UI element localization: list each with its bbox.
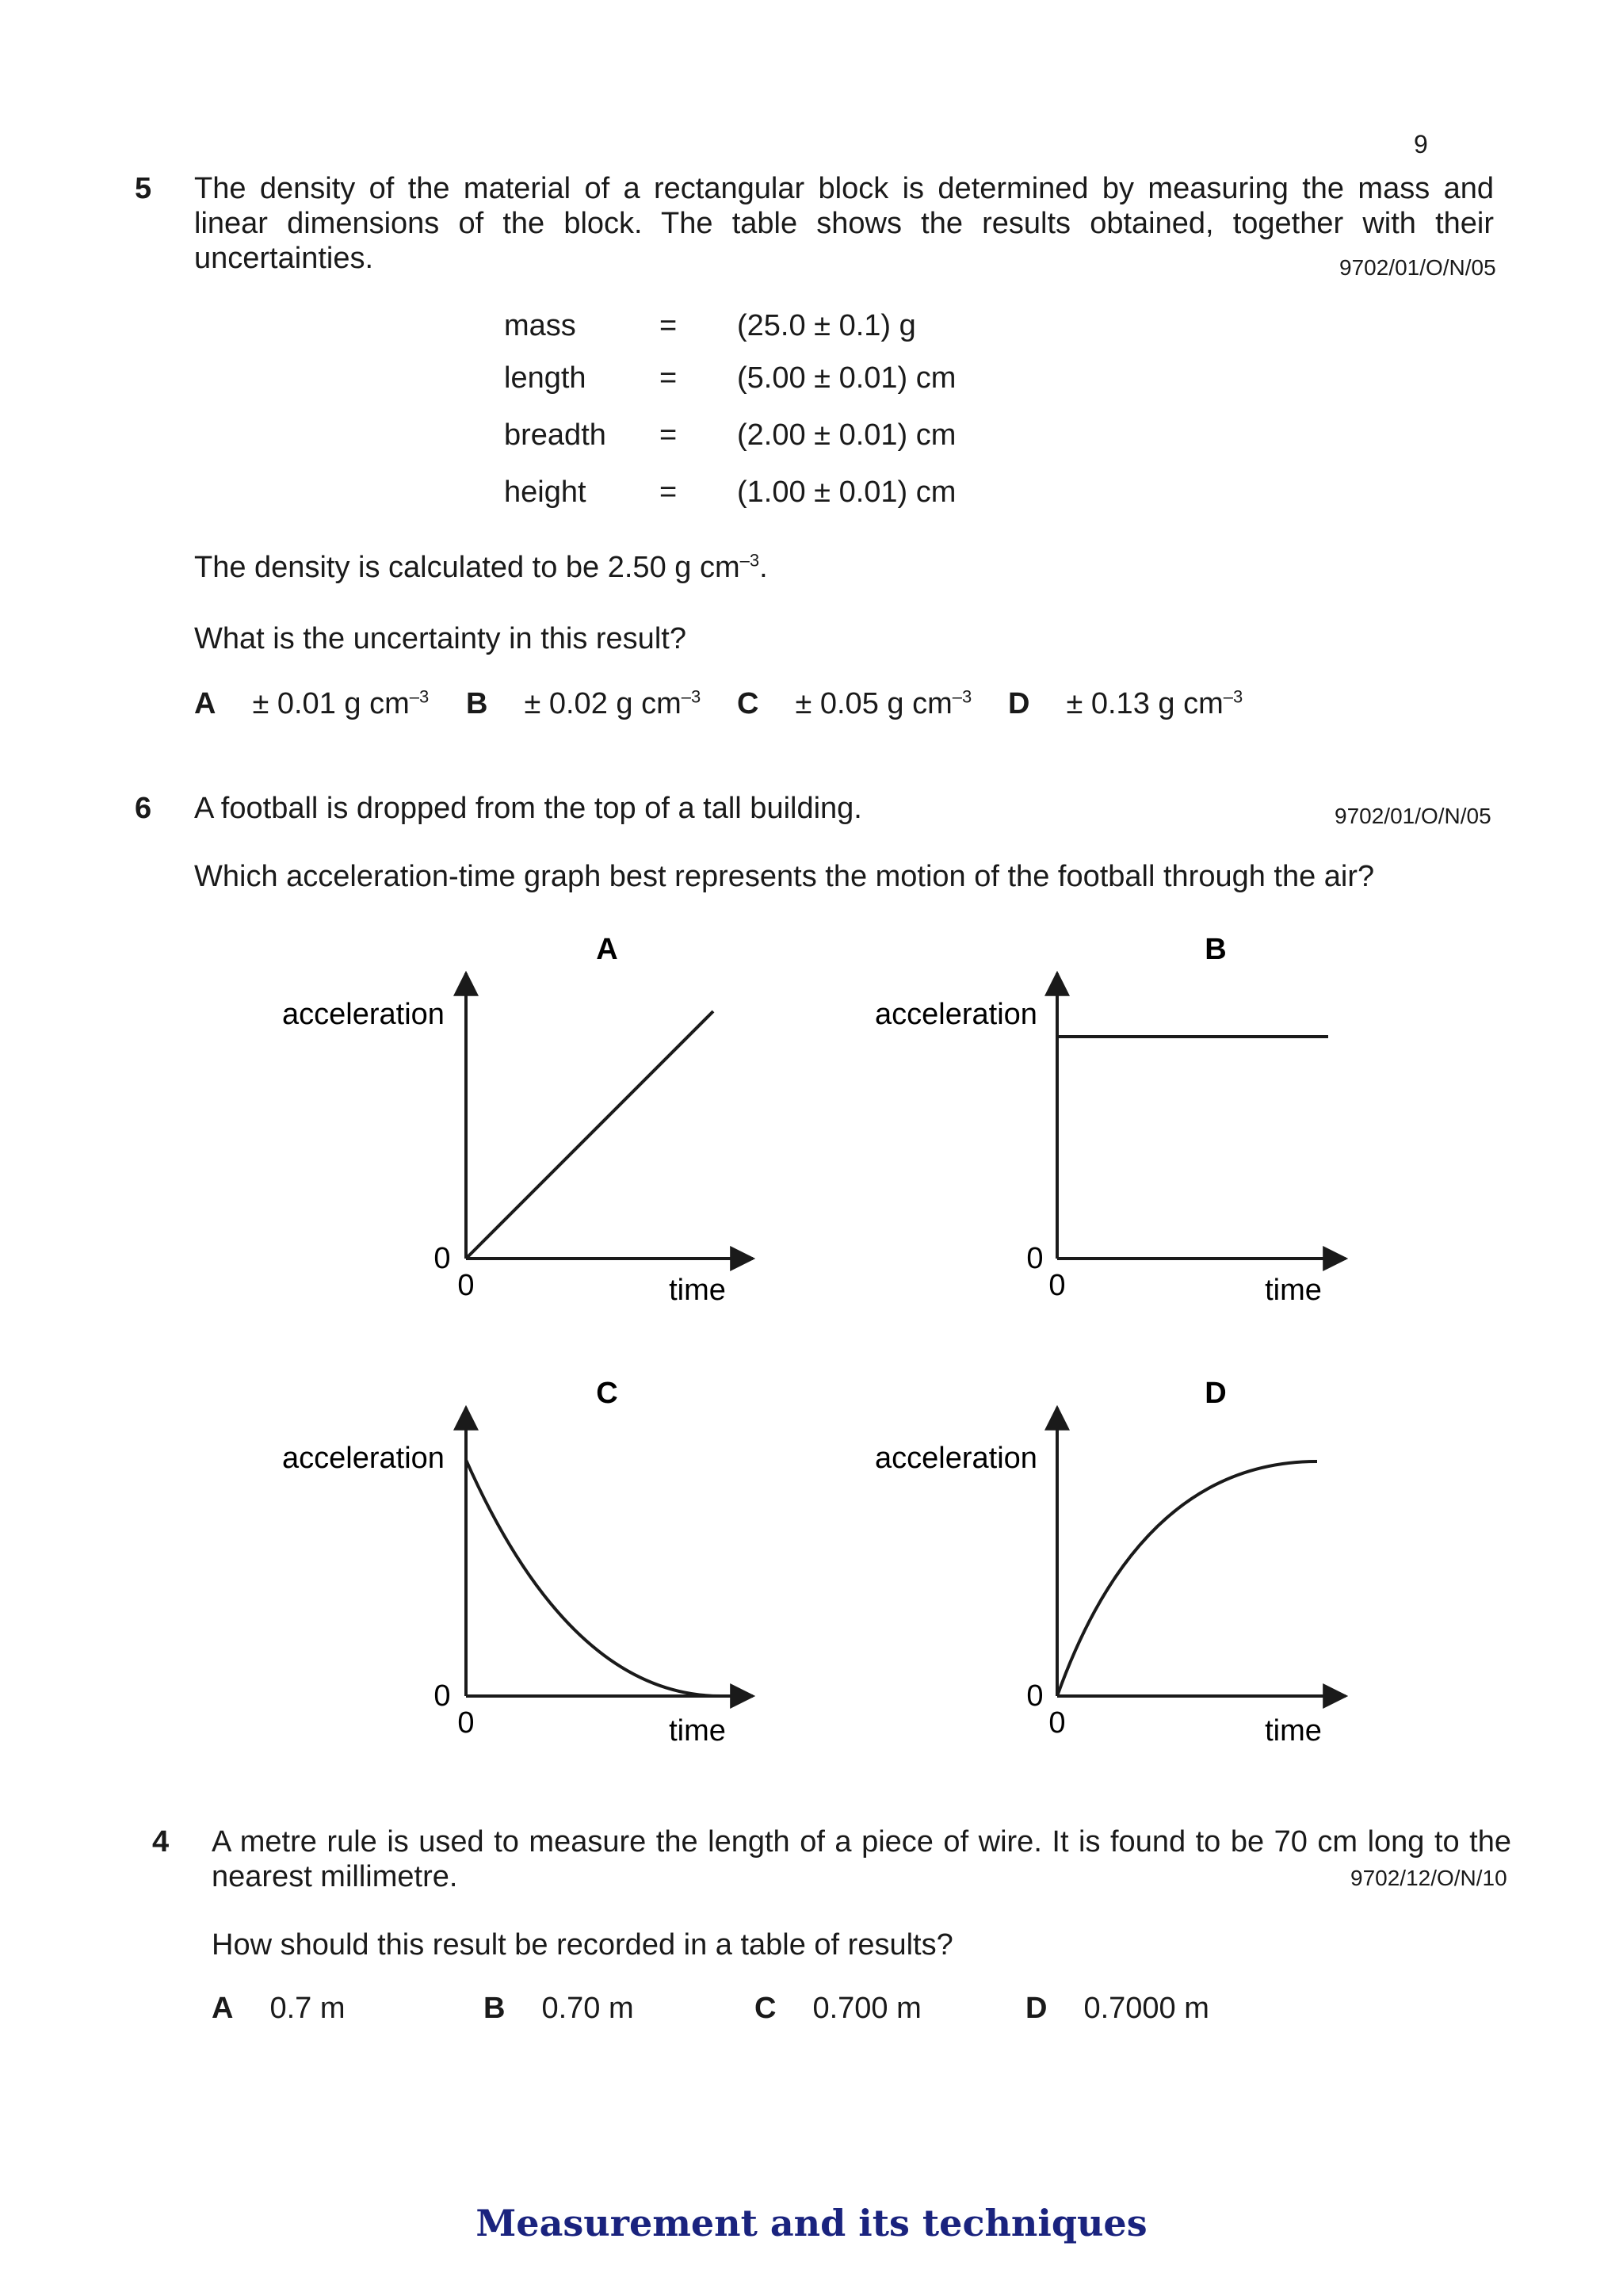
- origin-x-label: 0: [1048, 1706, 1066, 1740]
- question-prompt: Which acceleration-time graph best represents the motion of the football through the air?: [194, 860, 1375, 893]
- table-row-equals: =: [659, 309, 678, 342]
- question-text: The density of the material of a rectangular block is determined by measuring the mass and linear dimensions of the block. The table shows the results obtained, together with their uncertainties.: [194, 172, 1494, 275]
- graph-b: [875, 933, 1346, 1307]
- graph-letter: B: [1205, 933, 1227, 966]
- option-a[interactable]: A ± 0.01 g $cm^{-3}$: [194, 686, 430, 720]
- question-text: A football is dropped from the top of a tall building.: [194, 792, 862, 825]
- graph-curve: [1057, 1461, 1317, 1696]
- origin-x-label: 0: [457, 1706, 475, 1740]
- x-axis-label: time: [1265, 1714, 1322, 1748]
- table-row-value: (1.00 ± 0.01) cm: [737, 476, 957, 509]
- origin-y-label: 0: [1026, 1679, 1044, 1713]
- option-a[interactable]: A 0.7 m: [212, 1992, 346, 2025]
- question-prompt: What is the uncertainty in this result?: [194, 622, 686, 655]
- graph-letter: C: [596, 1377, 618, 1410]
- graph-line: [466, 1011, 713, 1259]
- x-axis-label: time: [669, 1274, 726, 1307]
- graph-a: [282, 933, 753, 1307]
- option-b[interactable]: B ± 0.02 g $cm^{-3}$: [466, 686, 701, 720]
- table-row-value: (2.00 ± 0.01) cm: [737, 418, 957, 452]
- origin-x-label: 0: [457, 1269, 475, 1302]
- y-axis-label: acceleration: [875, 998, 1037, 1031]
- question-number: 5: [135, 172, 152, 205]
- table-row-equals: =: [659, 418, 678, 452]
- question-text: A metre rule is used to measure the length of a piece of wire. It is found to be 70 cm long to the nearest millimetre.: [212, 1825, 1511, 1893]
- graph-d: [875, 1377, 1346, 1748]
- footer-title: Measurement and its techniques: [475, 2202, 1148, 2244]
- origin-x-label: 0: [1048, 1269, 1066, 1302]
- x-axis-label: time: [1265, 1274, 1322, 1307]
- density-statement: The density is calculated to be 2.50 g $cm^{-3}$.: [194, 550, 768, 584]
- option-d[interactable]: D 0.7000 m: [1025, 1992, 1209, 2025]
- table-row-equals: =: [659, 361, 678, 395]
- table-row-name: height: [504, 476, 586, 509]
- y-axis-label: acceleration: [282, 1442, 445, 1475]
- question-number: 6: [135, 792, 152, 825]
- option-b[interactable]: B 0.70 m: [483, 1992, 634, 2025]
- page-number: 9: [1414, 130, 1428, 159]
- option-c[interactable]: C 0.700 m: [754, 1992, 922, 2025]
- graph-letter: D: [1205, 1377, 1227, 1410]
- table-row-name: breadth: [504, 418, 606, 452]
- origin-y-label: 0: [433, 1679, 451, 1713]
- question-reference: 9702/01/O/N/05: [1335, 804, 1491, 828]
- table-row-equals: =: [659, 476, 678, 509]
- graph-curve: [466, 1460, 721, 1696]
- table-row-value: (25.0 ± 0.1) g: [737, 309, 916, 342]
- question-reference: 9702/01/O/N/05: [1339, 255, 1496, 280]
- graph-letter: A: [596, 933, 618, 966]
- y-axis-label: acceleration: [875, 1442, 1037, 1475]
- question-prompt: How should this result be recorded in a table of results?: [212, 1928, 953, 1962]
- graph-c: [282, 1377, 753, 1748]
- option-d[interactable]: D ± 0.13 g $cm^{-3}$: [1008, 686, 1243, 720]
- y-axis-label: acceleration: [282, 998, 445, 1031]
- origin-y-label: 0: [433, 1242, 451, 1275]
- question-number: 4: [152, 1825, 170, 1859]
- option-c[interactable]: C ± 0.05 g $cm^{-3}$: [737, 686, 972, 720]
- origin-y-label: 0: [1026, 1242, 1044, 1275]
- table-row-name: mass: [504, 309, 576, 342]
- question-reference: 9702/12/O/N/10: [1350, 1866, 1507, 1890]
- table-row-value: (5.00 ± 0.01) cm: [737, 361, 957, 395]
- table-row-name: length: [504, 361, 586, 395]
- x-axis-label: time: [669, 1714, 726, 1748]
